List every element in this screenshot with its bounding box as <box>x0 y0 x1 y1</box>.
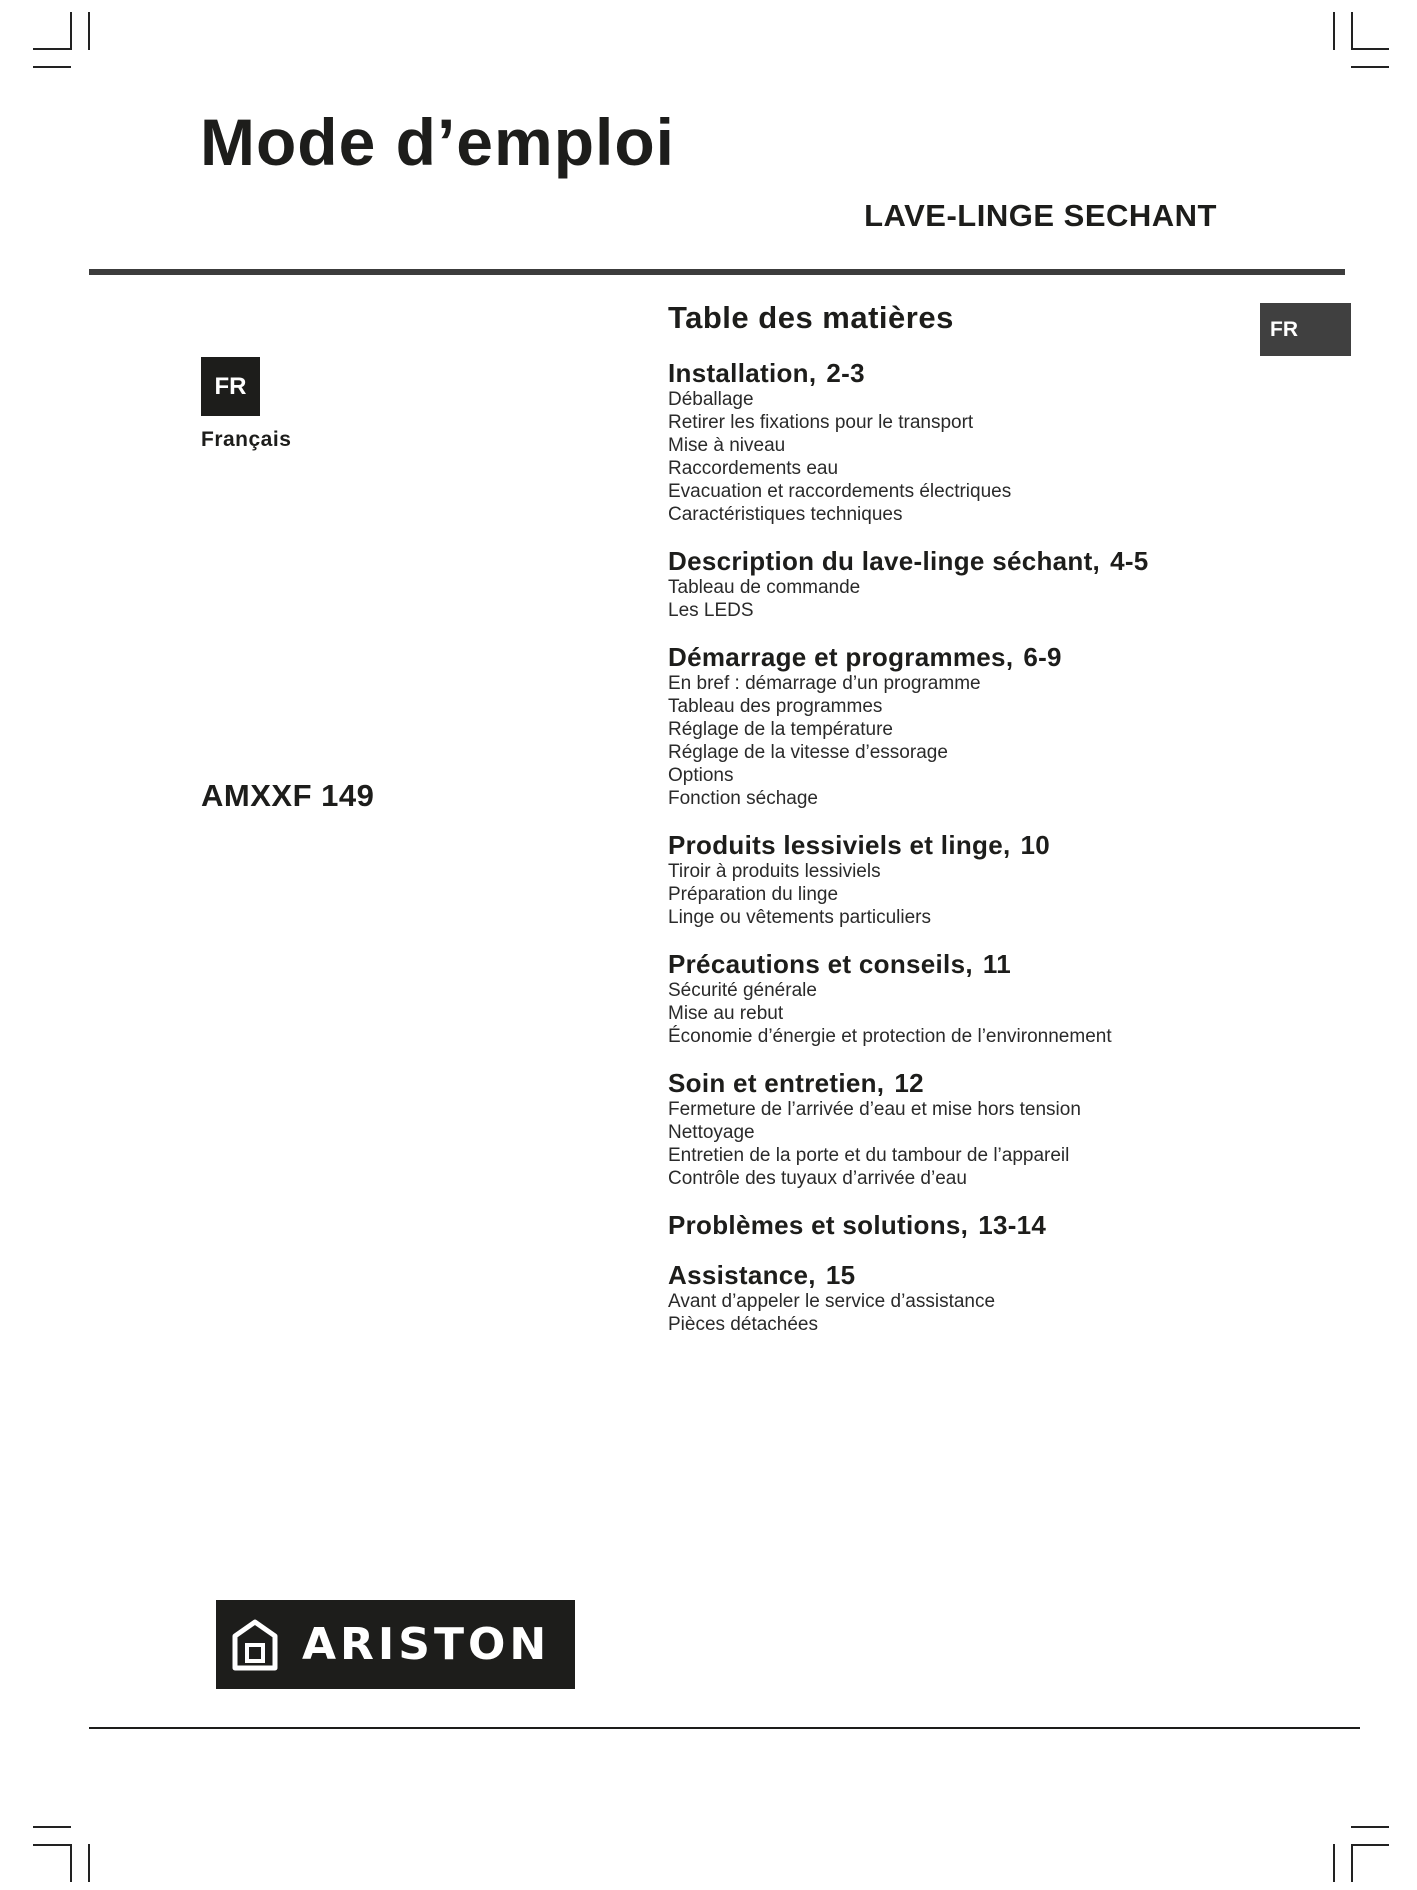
crop-mark <box>1351 66 1389 68</box>
toc-item: Tiroir à produits lessiviels <box>668 861 881 882</box>
table-of-contents <box>668 300 1228 1356</box>
toc-section-title <box>668 358 1228 388</box>
crop-mark <box>33 1826 71 1828</box>
toc-page-range: 6-9 <box>1023 642 1062 672</box>
toc-item: Réglage de la température <box>668 719 893 740</box>
crop-mark <box>1333 1844 1335 1882</box>
page-title: Mode d’emploi <box>200 105 675 179</box>
toc-item: En bref : démarrage d’un programme <box>668 673 981 694</box>
toc-item: Mise au rebut <box>668 1003 784 1024</box>
toc-item: Mise à niveau <box>668 435 786 456</box>
toc-page-range: 11 <box>982 949 1011 979</box>
toc-item: Fonction séchage <box>668 788 818 809</box>
toc-item: Les LEDS <box>668 600 754 621</box>
toc-item-list <box>668 1290 1228 1336</box>
toc-item: Sécurité générale <box>668 980 817 1001</box>
header-divider <box>89 269 1345 275</box>
toc-page-range: 13-14 <box>978 1210 1047 1240</box>
footer-divider <box>89 1727 1360 1729</box>
language-label: Français <box>201 428 292 451</box>
toc-section-name: Soin et entretien, <box>668 1068 885 1098</box>
toc-section-title <box>668 546 1228 576</box>
model-number: AMXXF 149 <box>201 778 375 813</box>
toc-item-list <box>668 576 1228 622</box>
toc-page-range: 15 <box>825 1260 856 1290</box>
product-type: LAVE-LINGE SECHANT <box>864 198 1217 233</box>
crop-mark <box>1351 1826 1389 1828</box>
crop-mark <box>1351 48 1389 50</box>
toc-section-name: Problèmes et solutions, <box>668 1210 969 1240</box>
ariston-logo <box>216 1600 575 1689</box>
crop-mark <box>70 12 72 50</box>
crop-mark <box>33 1844 71 1846</box>
toc-item-list <box>668 1098 1228 1190</box>
crop-mark <box>1333 12 1335 50</box>
crop-mark <box>33 66 71 68</box>
language-badge: FR <box>201 357 260 416</box>
language-tab: FR <box>1260 303 1351 356</box>
toc-heading: Table des matières <box>668 300 954 335</box>
toc-item: Caractéristiques techniques <box>668 504 903 525</box>
toc-section <box>668 949 1228 1048</box>
crop-mark <box>1351 12 1353 50</box>
toc-section-name: Démarrage et programmes, <box>668 642 1014 672</box>
toc-page-range: 10 <box>1020 830 1051 860</box>
toc-section-title <box>668 642 1228 672</box>
toc-page-range: 2-3 <box>826 358 865 388</box>
toc-item-list <box>668 388 1228 526</box>
toc-item: Tableau des programmes <box>668 696 883 717</box>
toc-item: Contrôle des tuyaux d’arrivée d’eau <box>668 1168 967 1189</box>
toc-item-list <box>668 979 1228 1048</box>
toc-item: Économie d’énergie et protection de l’environnement <box>668 1026 1112 1047</box>
toc-section-name: Précautions et conseils, <box>668 949 973 979</box>
toc-item-list <box>668 672 1228 810</box>
toc-item-list <box>668 860 1228 929</box>
crop-mark <box>70 1844 72 1882</box>
toc-sections <box>668 358 1228 1336</box>
toc-item: Raccordements eau <box>668 458 839 479</box>
toc-section-title <box>668 1068 1228 1098</box>
toc-item: Entretien de la porte et du tambour de l’appareil <box>668 1145 1070 1166</box>
toc-section <box>668 1260 1228 1336</box>
toc-section-title <box>668 949 1228 979</box>
toc-item: Pièces détachées <box>668 1314 818 1335</box>
toc-section-title <box>668 1210 1228 1240</box>
toc-item: Avant d’appeler le service d’assistance <box>668 1291 996 1312</box>
toc-section <box>668 358 1228 526</box>
logo-text: ARISTON <box>302 1619 551 1670</box>
toc-item: Tableau de commande <box>668 577 861 598</box>
toc-section-name: Assistance, <box>668 1260 816 1290</box>
toc-section-title <box>668 830 1228 860</box>
toc-item: Fermeture de l’arrivée d’eau et mise hors tension <box>668 1099 1081 1120</box>
crop-mark <box>1351 1844 1389 1846</box>
toc-item: Préparation du linge <box>668 884 839 905</box>
toc-item: Nettoyage <box>668 1122 755 1143</box>
toc-page-range: 12 <box>894 1068 924 1098</box>
toc-item: Déballage <box>668 389 754 410</box>
toc-item: Evacuation et raccordements électriques <box>668 481 1012 502</box>
toc-section <box>668 1210 1228 1240</box>
crop-mark <box>88 12 90 50</box>
toc-item: Retirer les fixations pour le transport <box>668 412 974 433</box>
toc-section <box>668 830 1228 929</box>
toc-page-range: 4-5 <box>1110 546 1149 576</box>
toc-section <box>668 546 1228 622</box>
toc-item: Linge ou vêtements particuliers <box>668 907 931 928</box>
toc-item: Réglage de la vitesse d’essorage <box>668 742 948 763</box>
toc-section <box>668 1068 1228 1190</box>
toc-item: Options <box>668 765 734 786</box>
house-icon <box>232 1619 278 1671</box>
toc-section-name: Description du lave-linge séchant, <box>668 546 1101 576</box>
crop-mark <box>88 1844 90 1882</box>
toc-section-title <box>668 1260 1228 1290</box>
crop-mark <box>33 48 71 50</box>
toc-section <box>668 642 1228 810</box>
crop-mark <box>1351 1844 1353 1882</box>
toc-section-name: Produits lessiviels et linge, <box>668 830 1011 860</box>
toc-section-name: Installation, <box>668 358 817 388</box>
